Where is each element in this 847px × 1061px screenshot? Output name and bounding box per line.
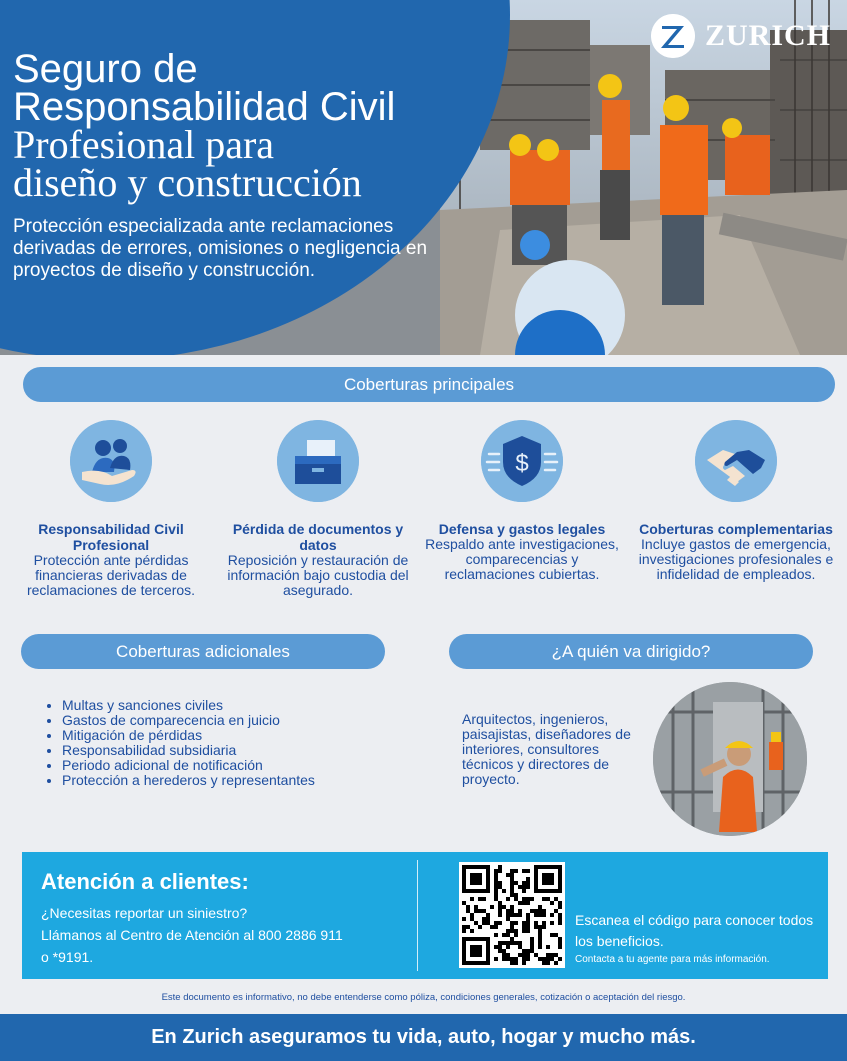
brand-name: ZURICH [704, 19, 831, 52]
coverage-text: Reposición y restauración de información bajo custodia del asegurado. [227, 552, 409, 598]
additional-coverages-list [46, 698, 315, 788]
decorative-circles [475, 225, 645, 355]
handshake-icon [695, 420, 777, 502]
main-coverages-heading-text: Coberturas principales [343, 374, 515, 394]
audience-heading [449, 634, 813, 669]
coverage-card-3 [422, 420, 622, 582]
coverage-text: Incluye gastos de emergencia, investigaciones profesionales e infidelidad de empleados. [638, 536, 834, 582]
people-hand-icon [70, 420, 152, 502]
list-item: • Periodo adicional de notificación [62, 758, 315, 773]
hero-title-line-4: diseño y construcción [13, 160, 362, 205]
customer-service-band [22, 852, 828, 979]
audience-text: Arquitectos, ingenieros, paisajistas, diseñadores de interiores, consultores técnicos y directores de proyecto. [462, 711, 631, 787]
audience-heading-text: ¿A quién va dirigido? [551, 641, 711, 661]
coverage-title: Defensa y gastos legales [438, 521, 606, 537]
hero-subtitle: Protección especializada ante reclamaciones derivadas de errores, omisiones o negligencia en proyectos de diseño y construcción. [13, 216, 428, 281]
main-coverages-heading [23, 367, 835, 402]
list-item: • Responsabilidad subsidiaria [62, 743, 315, 758]
scan-text: Escanea el código para conocer todos los beneficios. [575, 912, 814, 949]
coverage-card-4 [636, 420, 836, 582]
svg-text:$: $ [515, 450, 529, 477]
list-item: • Mitigación de pérdidas [62, 728, 315, 743]
footer-text: En Zurich aseguramos tu vida, auto, hogar y mucho más. [151, 1026, 696, 1048]
contact-divider [417, 860, 418, 971]
footer-banner [0, 1014, 847, 1061]
zurich-logo [651, 14, 831, 58]
list-item: • Multas y sanciones civiles [62, 698, 315, 713]
agent-text: Contacta a tu agente para más información. [575, 954, 770, 965]
contact-short-number[interactable]: o *9191. [41, 949, 94, 965]
coverage-card-2 [218, 420, 418, 598]
contact-question: ¿Necesitas reportar un siniestro? [41, 905, 248, 921]
additional-coverages-heading-text: Coberturas adicionales [116, 641, 290, 661]
list-item: • Gastos de comparecencia en juicio [62, 713, 315, 728]
coverage-text: Respaldo ante investigaciones, comparecencias y reclamaciones cubiertas. [425, 536, 619, 582]
contact-text [41, 902, 411, 968]
coverage-text: Protección ante pérdidas financieras derivadas de reclamaciones de terceros. [26, 552, 196, 598]
hero-title-line-1: Seguro de [13, 47, 198, 91]
coverage-title: Responsabilidad Civil Profesional [38, 521, 184, 553]
hero-title-line-3: Profesional para [13, 122, 275, 167]
worker-photo [653, 682, 807, 836]
qr-code-icon [462, 865, 562, 965]
hero-banner [0, 0, 847, 355]
zurich-z-logo-icon [651, 14, 695, 58]
qr-code[interactable] [459, 862, 565, 968]
hero-title-line-2: Responsabilidad Civil [13, 85, 396, 129]
disclaimer: Este documento es informativo, no debe entenderse como póliza, condiciones generales, cotización o aceptación del riesgo. [161, 992, 686, 1003]
shield-dollar-icon [481, 420, 563, 502]
coverage-title: Coberturas complementarias [639, 521, 833, 537]
coverage-title: Pérdida de documentos y datos [232, 521, 404, 553]
coverage-card-1 [11, 420, 211, 598]
contact-phone[interactable]: Llámanos al Centro de Atención al 800 2886 911 [41, 927, 343, 943]
document-box-icon [277, 420, 359, 502]
additional-coverages-heading [21, 634, 385, 669]
hero-title [13, 47, 443, 205]
contact-title: Atención a clientes: [41, 869, 249, 894]
list-item: • Protección a herederos y representantes [62, 773, 315, 788]
